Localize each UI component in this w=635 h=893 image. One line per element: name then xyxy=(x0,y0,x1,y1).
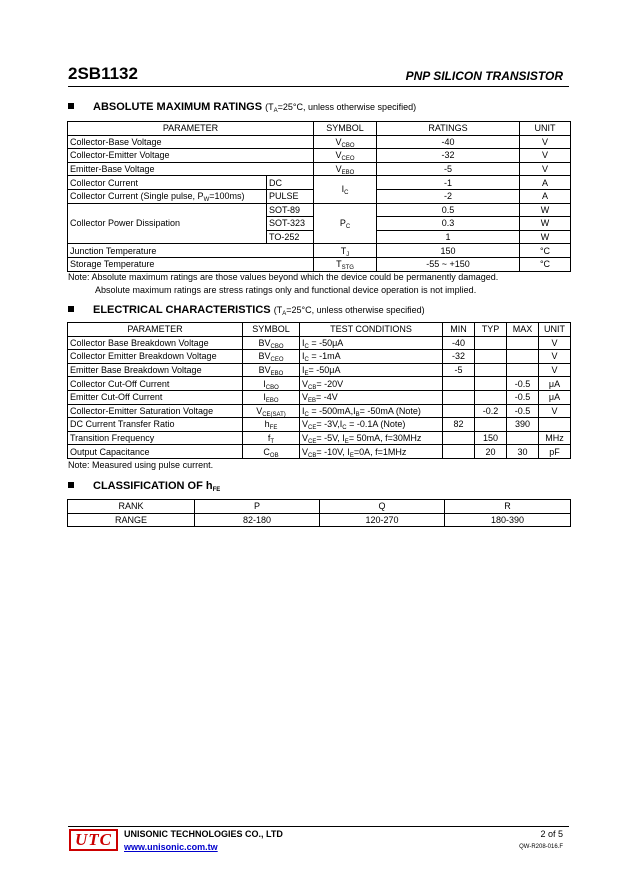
abs-max-condition: ($T_A=25^\circ C$, unless otherwise specified) xyxy=(265,102,417,114)
page-number: 2 of 5 xyxy=(540,829,563,839)
col-header: TYP xyxy=(475,323,507,337)
abs-max-title: ABSOLUTE MAXIMUM RATINGS xyxy=(93,101,263,113)
param-cell: Collector-Emitter Voltage xyxy=(68,149,314,163)
rating-cell: -40 xyxy=(377,135,520,149)
range-cell: 82-180 xyxy=(195,513,320,527)
table-row xyxy=(68,377,571,391)
rating-cell: -2 xyxy=(377,189,520,203)
table-row xyxy=(68,162,571,176)
param-cell: Emitter Cut-Off Current xyxy=(68,390,243,404)
test-cell: $I_E= -50\mu A$ xyxy=(300,363,443,377)
typ-cell xyxy=(475,350,507,364)
unit-cell: V xyxy=(539,336,571,350)
condition-cell: PULSE xyxy=(267,189,314,203)
footer-rule xyxy=(68,826,569,827)
table-row xyxy=(68,203,571,217)
rank-label: RANK xyxy=(68,500,195,514)
max-cell: 390 xyxy=(507,418,539,432)
abs-max-heading xyxy=(68,101,416,113)
min-cell xyxy=(443,390,475,404)
condition-cell: SOT-89 xyxy=(267,203,314,217)
test-cell: $V_{CB}= -20V$ xyxy=(300,377,443,391)
elec-title: ELECTRICAL CHARACTERISTICS xyxy=(93,304,271,316)
param-cell: Output Capacitance xyxy=(68,445,243,459)
classification-table xyxy=(67,499,571,527)
col-header: MAX xyxy=(507,323,539,337)
unit-cell: V xyxy=(520,162,571,176)
table-row xyxy=(68,257,571,271)
typ-cell: 150 xyxy=(475,431,507,445)
min-cell: -40 xyxy=(443,336,475,350)
param-cell: Junction Temperature xyxy=(68,244,314,258)
company-name: UNISONIC TECHNOLOGIES CO., LTD xyxy=(124,829,283,839)
param-cell: Emitter Base Breakdown Voltage xyxy=(68,363,243,377)
typ-cell xyxy=(475,336,507,350)
max-cell xyxy=(507,431,539,445)
rank-cell: R xyxy=(445,500,571,514)
typ-cell xyxy=(475,363,507,377)
table-row xyxy=(68,244,571,258)
unit-cell: W xyxy=(520,230,571,244)
symbol-cell: $T_{STG}$ xyxy=(314,257,377,271)
table-row xyxy=(68,404,571,418)
max-cell: -0.5 xyxy=(507,377,539,391)
test-cell: $V_{CB}= -10V$, $I_E=0A$, f=1MHz xyxy=(300,445,443,459)
company-link[interactable]: www.unisonic.com.tw xyxy=(124,842,218,852)
param-cell: Collector Base Breakdown Voltage xyxy=(68,336,243,350)
unit-cell: A xyxy=(520,189,571,203)
range-label: RANGE xyxy=(68,513,195,527)
part-number: 2SB1132 xyxy=(68,64,138,83)
col-header: RATINGS xyxy=(377,122,520,136)
typ-cell xyxy=(475,418,507,432)
elec-condition: ($T_A=25^\circ C$, unless otherwise specified) xyxy=(273,305,425,317)
unit-cell: V xyxy=(539,404,571,418)
col-header: SYMBOL xyxy=(314,122,377,136)
min-cell: 82 xyxy=(443,418,475,432)
header-rule xyxy=(68,86,569,87)
document-number: QW-R208-016.F xyxy=(519,844,563,850)
param-cell: Collector Emitter Breakdown Voltage xyxy=(68,350,243,364)
test-cell: $I_C = -50\mu A$ xyxy=(300,336,443,350)
symbol-cell: $T_J$ xyxy=(314,244,377,258)
classification-title-sub: FE xyxy=(212,487,221,493)
abs-max-table xyxy=(67,121,571,272)
test-cell: $I_C = -500mA,I_B= -50mA$ (Note) xyxy=(300,404,443,418)
min-cell xyxy=(443,377,475,391)
condition-cell: DC xyxy=(267,176,314,190)
test-cell: $I_C = -1mA$ xyxy=(300,350,443,364)
table-row xyxy=(68,149,571,163)
unit-cell: MHz xyxy=(539,431,571,445)
unit-cell: V xyxy=(539,363,571,377)
symbol-cell: $P_C$ xyxy=(314,203,377,244)
table-row xyxy=(68,445,571,459)
rating-cell: -1 xyxy=(377,176,520,190)
table-row xyxy=(68,336,571,350)
unit-cell: A xyxy=(520,176,571,190)
abs-max-note: Note: Absolute maximum ratings are those values beyond which the device could be permanently damaged. xyxy=(68,272,499,282)
table-row xyxy=(68,135,571,149)
rank-cell: Q xyxy=(320,500,445,514)
min-cell xyxy=(443,404,475,418)
elec-heading xyxy=(68,304,425,316)
rating-cell: -55 ~ +150 xyxy=(377,257,520,271)
symbol-cell: $I_C$ xyxy=(314,176,377,203)
unit-cell: W xyxy=(520,203,571,217)
param-cell: Collector Current xyxy=(68,176,267,190)
col-header: PARAMETER xyxy=(68,323,243,337)
rank-cell: P xyxy=(195,500,320,514)
bullet-icon xyxy=(68,103,74,109)
symbol-cell: $V_{CE(SAT)}$ xyxy=(243,404,300,418)
symbol-cell: $BV_{EBO}$ xyxy=(243,363,300,377)
param-cell: Collector Current (Single pulse, $P_W=100ms$) xyxy=(68,189,267,203)
table-row xyxy=(68,513,571,527)
rating-cell: 0.5 xyxy=(377,203,520,217)
range-cell: 180-390 xyxy=(445,513,571,527)
symbol-cell: $f_T$ xyxy=(243,431,300,445)
param-cell: Collector-Emitter Saturation Voltage xyxy=(68,404,243,418)
condition-cell: TO-252 xyxy=(267,230,314,244)
unit-cell: pF xyxy=(539,445,571,459)
condition-cell: SOT-323 xyxy=(267,217,314,231)
symbol-cell: $C_{OB}$ xyxy=(243,445,300,459)
rating-cell: -5 xyxy=(377,162,520,176)
bullet-icon xyxy=(68,482,74,488)
typ-cell xyxy=(475,390,507,404)
table-row xyxy=(68,390,571,404)
symbol-cell: $h_{FE}$ xyxy=(243,418,300,432)
symbol-cell: $I_{EBO}$ xyxy=(243,390,300,404)
max-cell: 30 xyxy=(507,445,539,459)
elec-note: Note: Measured using pulse current. xyxy=(68,460,214,470)
col-header: UNIT xyxy=(520,122,571,136)
max-cell: -0.5 xyxy=(507,404,539,418)
symbol-cell: $V_{CEO}$ xyxy=(314,149,377,163)
typ-cell: -0.2 xyxy=(475,404,507,418)
param-cell: Collector Cut-Off Current xyxy=(68,377,243,391)
max-cell xyxy=(507,363,539,377)
typ-cell xyxy=(475,377,507,391)
table-row xyxy=(68,500,571,514)
table-row xyxy=(68,350,571,364)
symbol-cell: $BV_{CEO}$ xyxy=(243,350,300,364)
rating-cell: 150 xyxy=(377,244,520,258)
bullet-icon xyxy=(68,306,74,312)
unit-cell xyxy=(539,418,571,432)
unit-cell: μA xyxy=(539,390,571,404)
param-cell: Transition Frequency xyxy=(68,431,243,445)
classification-title: CLASSIFICATION OF h xyxy=(93,480,213,492)
max-cell: -0.5 xyxy=(507,390,539,404)
classification-heading xyxy=(68,480,220,492)
unit-cell: W xyxy=(520,217,571,231)
symbol-cell: $V_{EBO}$ xyxy=(314,162,377,176)
param-cell: Collector Power Dissipation xyxy=(68,203,267,244)
max-cell xyxy=(507,350,539,364)
symbol-cell: $V_{CBO}$ xyxy=(314,135,377,149)
unit-cell: °C xyxy=(520,244,571,258)
param-cell: DC Current Transfer Ratio xyxy=(68,418,243,432)
max-cell xyxy=(507,336,539,350)
unit-cell: μA xyxy=(539,377,571,391)
rating-cell: 1 xyxy=(377,230,520,244)
typ-cell: 20 xyxy=(475,445,507,459)
table-row xyxy=(68,363,571,377)
test-cell: $V_{CE}= -5V$, $I_E= 50mA$, f=30MHz xyxy=(300,431,443,445)
unit-cell: V xyxy=(539,350,571,364)
unit-cell: °C xyxy=(520,257,571,271)
abs-max-note-2: Absolute maximum ratings are stress ratings only and functional device operation is not implied. xyxy=(95,285,477,295)
table-row xyxy=(68,418,571,432)
param-cell: Storage Temperature xyxy=(68,257,314,271)
min-cell xyxy=(443,445,475,459)
symbol-cell: $BV_{CBO}$ xyxy=(243,336,300,350)
table-row xyxy=(68,176,571,190)
min-cell xyxy=(443,431,475,445)
table-row xyxy=(68,431,571,445)
utc-logo: UTC xyxy=(69,829,118,851)
min-cell: -5 xyxy=(443,363,475,377)
col-header: MIN xyxy=(443,323,475,337)
param-cell: Collector-Base Voltage xyxy=(68,135,314,149)
range-cell: 120-270 xyxy=(320,513,445,527)
symbol-cell: $I_{CBO}$ xyxy=(243,377,300,391)
unit-cell: V xyxy=(520,149,571,163)
col-header: PARAMETER xyxy=(68,122,314,136)
col-header: TEST CONDITIONS xyxy=(300,323,443,337)
device-type: PNP SILICON TRANSISTOR xyxy=(405,69,563,83)
test-cell: $V_{CE}= -3V,I_C = -0.1A$ (Note) xyxy=(300,418,443,432)
table-header-row xyxy=(68,323,571,337)
elec-table xyxy=(67,322,571,459)
test-cell: $V_{EB}= -4V$ xyxy=(300,390,443,404)
rating-cell: 0.3 xyxy=(377,217,520,231)
rating-cell: -32 xyxy=(377,149,520,163)
unit-cell: V xyxy=(520,135,571,149)
col-header: SYMBOL xyxy=(243,323,300,337)
param-cell: Emitter-Base Voltage xyxy=(68,162,314,176)
table-header-row xyxy=(68,122,571,136)
min-cell: -32 xyxy=(443,350,475,364)
col-header: UNIT xyxy=(539,323,571,337)
